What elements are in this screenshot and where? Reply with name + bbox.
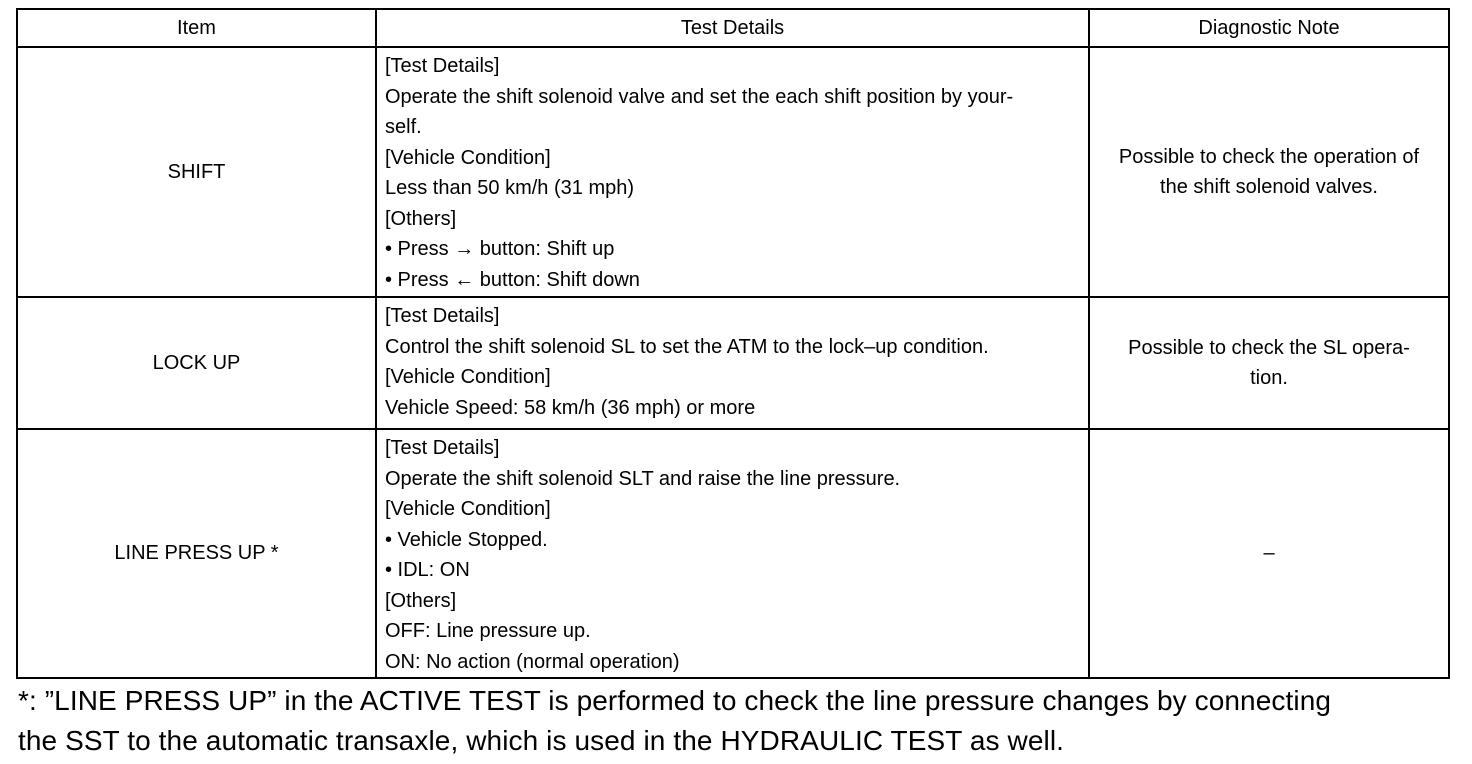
footnote — [18, 681, 1458, 761]
detail-line: • Press ← button: Shift down — [385, 268, 640, 291]
detail-line: OFF: Line pressure up. — [385, 620, 591, 642]
details-line-press-up — [376, 429, 1089, 678]
table-row-line-press-up — [17, 429, 1449, 678]
detail-line: [Vehicle Condition] — [385, 366, 551, 388]
detail-line: • Press → button: Shift up — [385, 238, 615, 260]
detail-line: [Test Details] — [385, 305, 500, 327]
note-line: the shift solenoid valves. — [1160, 176, 1378, 198]
item-line-press-up: LINE PRESS UP * — [17, 429, 376, 678]
note-line: Possible to check the SL opera- — [1128, 336, 1410, 359]
table-row-shift — [17, 47, 1449, 297]
detail-line: [Test Details] — [385, 437, 500, 459]
item-shift: SHIFT — [17, 47, 376, 297]
detail-line: [Vehicle Condition] — [385, 498, 551, 520]
header-item: Item — [17, 9, 376, 47]
detail-line: Less than 50 km/h (31 mph) — [385, 177, 635, 199]
detail-line: • Vehicle Stopped. — [385, 528, 548, 551]
item-lock-up: LOCK UP — [17, 297, 376, 429]
note-lock-up — [1089, 297, 1449, 429]
detail-line: Vehicle Speed: 58 km/h (36 mph) or more — [385, 396, 756, 419]
header-diagnostic-note: Diagnostic Note — [1089, 9, 1449, 47]
detail-line: Operate the shift solenoid SLT and raise the line pressure. — [385, 467, 901, 490]
table-header-row — [17, 9, 1449, 47]
table-row-lock-up — [17, 297, 1449, 429]
detail-line: [Others] — [385, 589, 457, 612]
note-line: tion. — [1250, 367, 1288, 389]
note-shift — [1089, 47, 1449, 297]
detail-line: Control the shift solenoid SL to set the ATM to the lock–up condition. — [385, 335, 989, 358]
header-test-details: Test Details — [376, 9, 1089, 47]
detail-line: Operate the shift solenoid valve and set the each shift position by your- — [385, 85, 1014, 108]
footnote-line: *: ”LINE PRESS UP” in the ACTIVE TEST is performed to check the line pressure changes by connecting — [18, 685, 1332, 716]
detail-line: • IDL: ON — [385, 559, 470, 581]
note-line: Possible to check the operation of — [1118, 145, 1420, 168]
footnote-line: the SST to the automatic transaxle, which is used in the HYDRAULIC TEST as well. — [18, 725, 1065, 756]
note-line-press-up — [1089, 429, 1449, 678]
detail-line: [Others] — [385, 207, 457, 230]
detail-line: ON: No action (normal operation) — [385, 650, 680, 673]
details-shift — [376, 47, 1089, 297]
note-line: – — [1263, 542, 1275, 565]
detail-line: [Test Details] — [385, 55, 500, 77]
active-test-table — [16, 8, 1450, 679]
details-lock-up — [376, 297, 1089, 429]
detail-line: self. — [385, 116, 422, 138]
active-test-document — [16, 8, 1448, 679]
detail-line: [Vehicle Condition] — [385, 146, 551, 169]
